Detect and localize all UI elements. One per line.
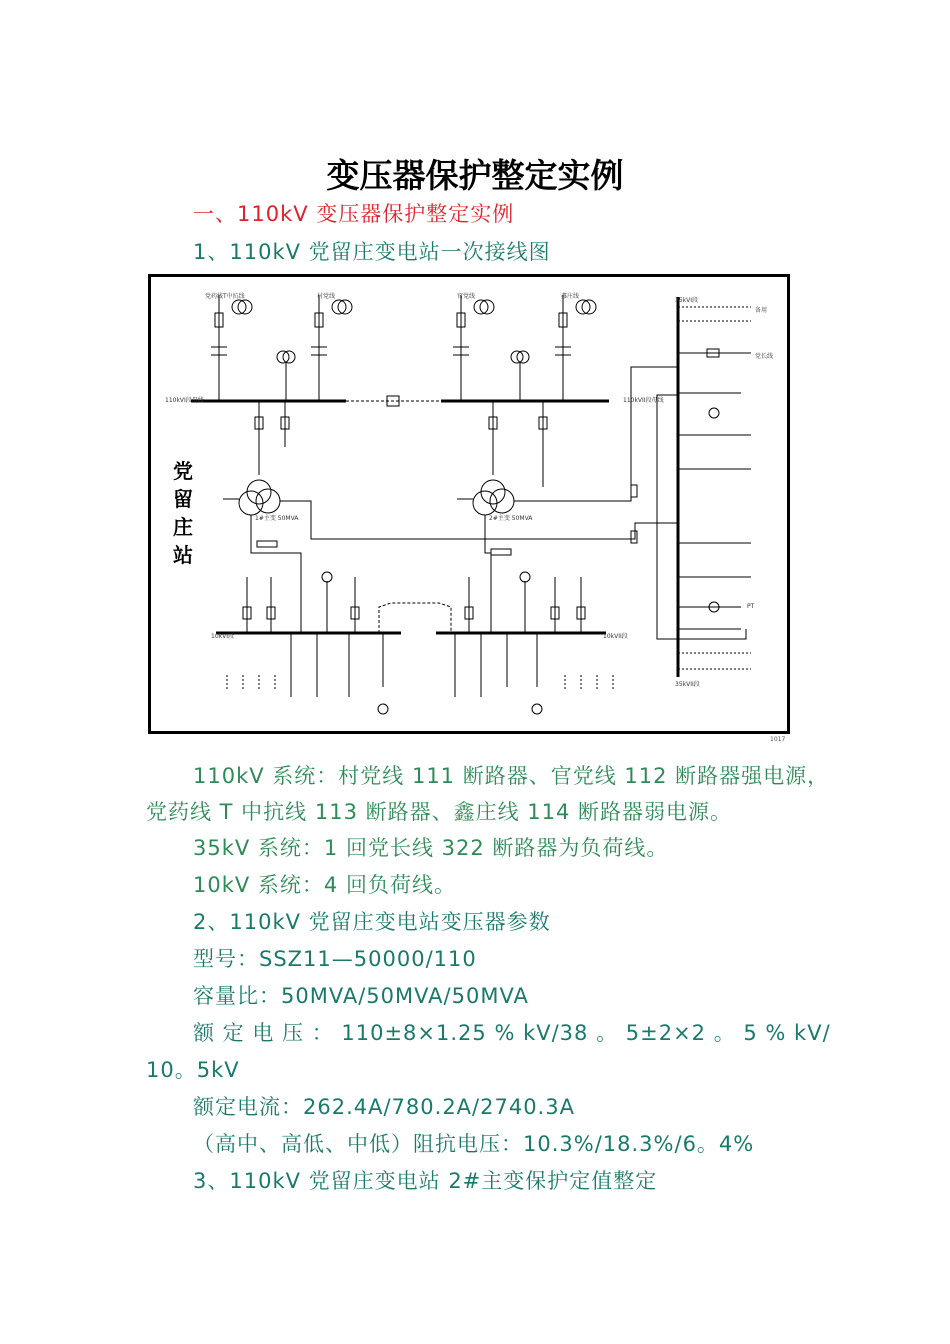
page-title: 变压器保护整定实例 — [326, 156, 624, 195]
label-line2: 村党线 — [317, 293, 336, 300]
paragraph-10kv: 10kV 系统：4 回负荷线。 — [193, 873, 456, 897]
label-load-line: 党长线 — [755, 353, 774, 360]
label-spare: 备用 — [755, 307, 768, 314]
section-heading-1: 一、110kV 变压器保护整定实例 — [193, 202, 515, 226]
label-bus110-1: 110kVI段母线 — [165, 397, 204, 404]
paragraph-110kv-a: 110kV 系统：村党线 111 断路器、官党线 112 断路器强电源， — [193, 764, 830, 788]
label-bus35-2: 35kVII段 — [675, 681, 700, 688]
label-bus110-2: 110kVII段母线 — [623, 397, 664, 404]
label-line4: 鑫庄线 — [561, 293, 580, 300]
label-line3: 官党线 — [457, 293, 476, 300]
wiring-diagram-graphic — [151, 277, 787, 731]
subheading-3: 3、110kV 党留庄变电站 2#主变保护定值整定 — [193, 1169, 658, 1193]
paragraph-110kv-b: 党药线 T 中抗线 113 断路器、鑫庄线 114 断路器弱电源。 — [146, 800, 733, 824]
subheading-1: 1、110kV 党留庄变电站一次接线图 — [193, 240, 551, 264]
label-line1: 党药线T中抗线 — [205, 293, 245, 300]
label-bus35-1: 35kVI段 — [675, 297, 698, 304]
single-line-diagram — [148, 274, 790, 734]
station-name: 党留庄站 — [173, 459, 193, 567]
diagram-mark: 1017 — [770, 736, 786, 743]
label-tr2: 2#主变 50MVA — [489, 515, 533, 522]
rated-voltage-a: 额 定 电 压 ： 110±8×1.25 % kV/38 。 5±2×2 。 5 % kV/ — [193, 1021, 831, 1045]
impedance-voltage: （高中、高低、中低）阻抗电压：10.3%/18.3%/6。4% — [193, 1132, 755, 1156]
label-bus10-1: 10kVI段 — [211, 633, 234, 640]
subheading-2: 2、110kV 党留庄变电站变压器参数 — [193, 910, 551, 934]
label-pt: PT — [747, 603, 755, 610]
rated-current: 额定电流：262.4A/780.2A/2740.3A — [193, 1095, 575, 1119]
transformer-model: 型号：SSZ11—50000/110 — [193, 947, 477, 971]
paragraph-35kv: 35kV 系统：1 回党长线 322 断路器为负荷线。 — [193, 836, 669, 860]
label-bus10-2: 10kVII段 — [603, 633, 628, 640]
capacity-ratio: 容量比：50MVA/50MVA/50MVA — [193, 984, 529, 1008]
label-tr1: 1#主变 50MVA — [255, 515, 299, 522]
rated-voltage-b: 10。5kV — [146, 1058, 240, 1082]
